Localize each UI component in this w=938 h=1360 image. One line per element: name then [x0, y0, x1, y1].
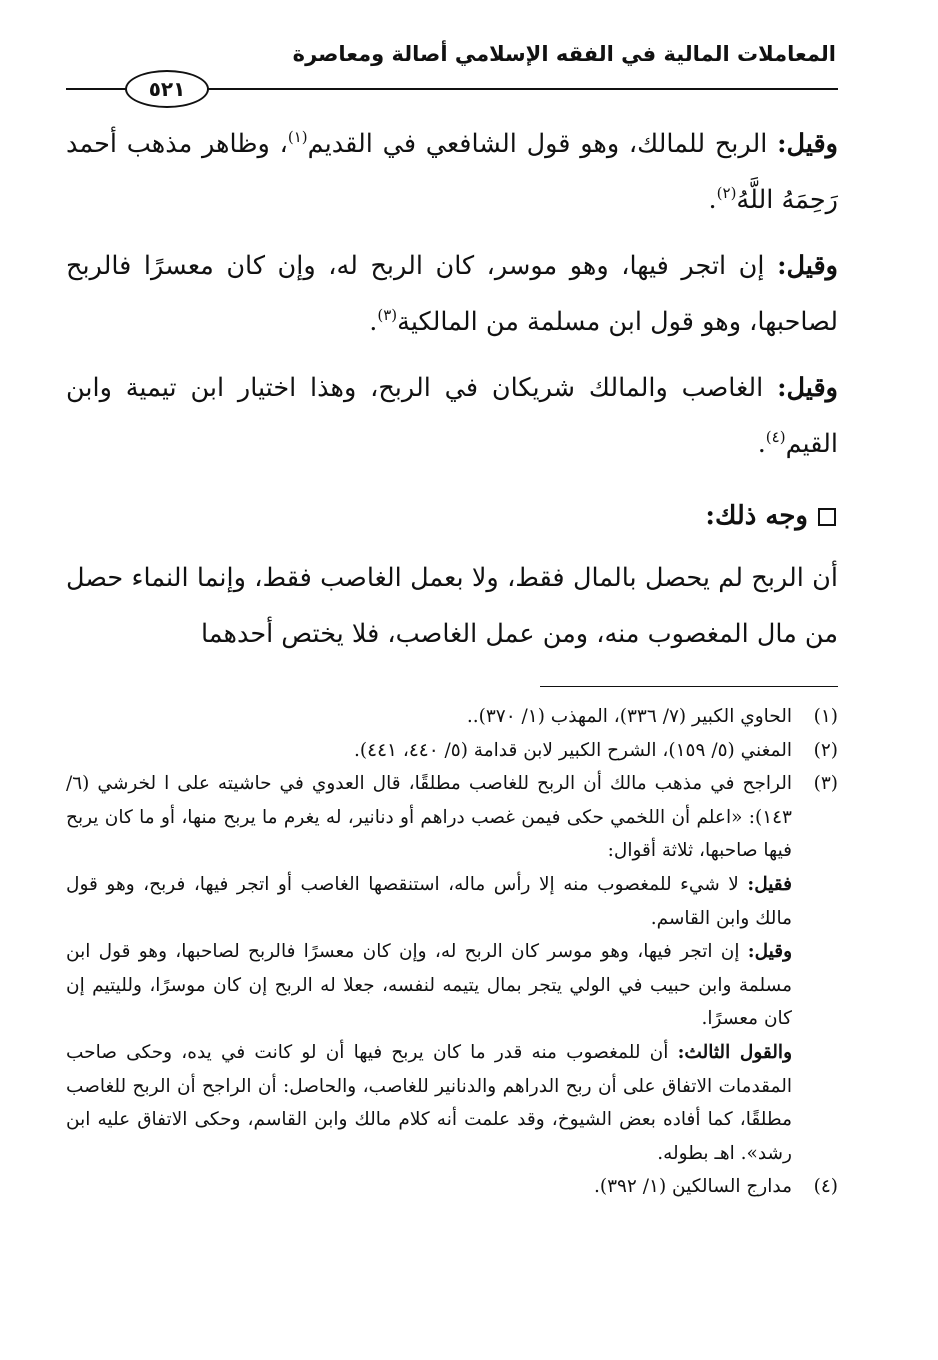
subparagraph-text: إن اتجر فيها، وهو موسر كان الربح له، وإن كان معسرًا فالربح لصاحبها، وهو قول ابن مسلمة وابن حبيب في الولي يتجر بمال يتيمه لنفسه، جعلا له الربح إن كان موسرًا، ولليتيم إن كان معسرًا.: [66, 941, 792, 1030]
footnotes: [66, 700, 838, 1204]
footnote-text: الحاوي الكبير (٧/ ٣٣٦)، المهذب (١/ ٣٧٠)..: [466, 706, 792, 727]
footnote-subparagraph: [66, 868, 792, 935]
footnote-ref: (٢): [716, 184, 737, 202]
footnote-number: (٣): [813, 773, 838, 795]
footnote-separator: [540, 686, 838, 687]
paragraph-2: [66, 238, 838, 350]
page-number: [125, 70, 209, 108]
footnote-text: مدارج السالكين (١/ ٣٩٢).: [593, 1176, 792, 1198]
paragraph-text: .: [708, 185, 717, 215]
section-paragraph: أن الربح لم يحصل بالمال فقط، ولا بعمل الغاصب فقط، وإنما النماء حصل من مال المغصوب منه، ومن عمل الغاصب، فلا يختص أحدهما: [66, 563, 838, 649]
subparagraph-lead: فقيل:: [747, 873, 792, 895]
footnote-number: (١): [813, 706, 838, 727]
footnote-ref: (٤): [765, 428, 786, 446]
paragraph-lead: وقيل:: [777, 373, 838, 403]
footnote-text: الراجح في مذهب مالك أن الربح للغاصب مطلقًا، قال العدوي في حاشيته على ا لخرشي (٦/ ١٤٣): «اعلم أن اللخمي حكى فيمن غصب دراهم أو دنانير، له يغرم ما يربح منها، أو ما كان يربح فيها صاحبها، ثلاثة أقوال:: [66, 773, 792, 862]
footnote-number: (٤): [813, 1176, 838, 1198]
paragraph-1: [66, 116, 838, 228]
paragraph-lead: وقيل:: [777, 129, 838, 159]
footnote-subparagraph: [66, 935, 792, 1036]
paragraph-text: الربح للمالك، وهو قول الشافعي في القديم: [307, 129, 778, 159]
section-heading-text: وجه ذلك:: [705, 501, 808, 531]
subparagraph-lead: والقول الثالث:: [677, 1041, 793, 1063]
paragraph-text: ، وظاهر مذهب أحمد رَحِمَهُ اللَّهُ: [66, 129, 838, 215]
paragraph-text: إن اتجر فيها، وهو موسر، كان الربح له، وإن كان معسرًا فالربح لصاحبها، وهو قول ابن مسلمة من المالكية: [66, 251, 838, 337]
footnote-3: [66, 767, 838, 1170]
footnote-4: [66, 1170, 838, 1204]
footnote-2: [66, 734, 838, 768]
footnote-1: [66, 700, 838, 734]
page-number-text: ٥٢١: [148, 77, 186, 101]
footnote-ref: (٣): [377, 306, 398, 324]
running-header-title: المعاملات المالية في الفقه الإسلامي أصالة ومعاصرة: [292, 42, 836, 66]
footnote-text: المغني (٥/ ١٥٩)، الشرح الكبير لابن قدامة (٥/ ٤٤٠، ٤٤١).: [354, 739, 792, 761]
subparagraph-text: أن للمغصوب منه قدر ما كان يربح فيها أن لو كانت في يده، وحكى صاحب المقدمات الاتفاق على أن ربح الدراهم والدنانير للغاصب، والحاصل: أن الراجح أن الربح للغاصب مطلقًا، كما أفاده بعض الشيوخ، وقد علمت أنه كلام مالك وابن القاسم، وحكى الاتفاق عليه ابن رشد». اهـ بطوله.: [66, 1041, 792, 1164]
paragraph-text: .: [369, 307, 378, 337]
paragraph-lead: وقيل:: [777, 251, 838, 281]
checkbox-icon: [818, 508, 836, 526]
footnote-ref: (١): [287, 128, 308, 146]
footnote-number: (٢): [813, 739, 838, 761]
footnote-body: [66, 767, 792, 1170]
subparagraph-text: لا شيء للمغصوب منه إلا رأس ماله، استنقصها الغاصب أو اتجر فيها، فربح، وهو قول مالك وابن القاسم.: [66, 873, 792, 929]
paragraph-3: [66, 360, 838, 472]
paragraph-text: الغاصب والمالك شريكان في الربح، وهذا اختيار ابن تيمية وابن القيم: [66, 373, 838, 459]
subparagraph-lead: وقيل:: [747, 941, 792, 963]
paragraph-text: .: [757, 429, 766, 459]
footnote-subparagraph: [66, 1036, 792, 1170]
section-heading: [336, 496, 836, 536]
